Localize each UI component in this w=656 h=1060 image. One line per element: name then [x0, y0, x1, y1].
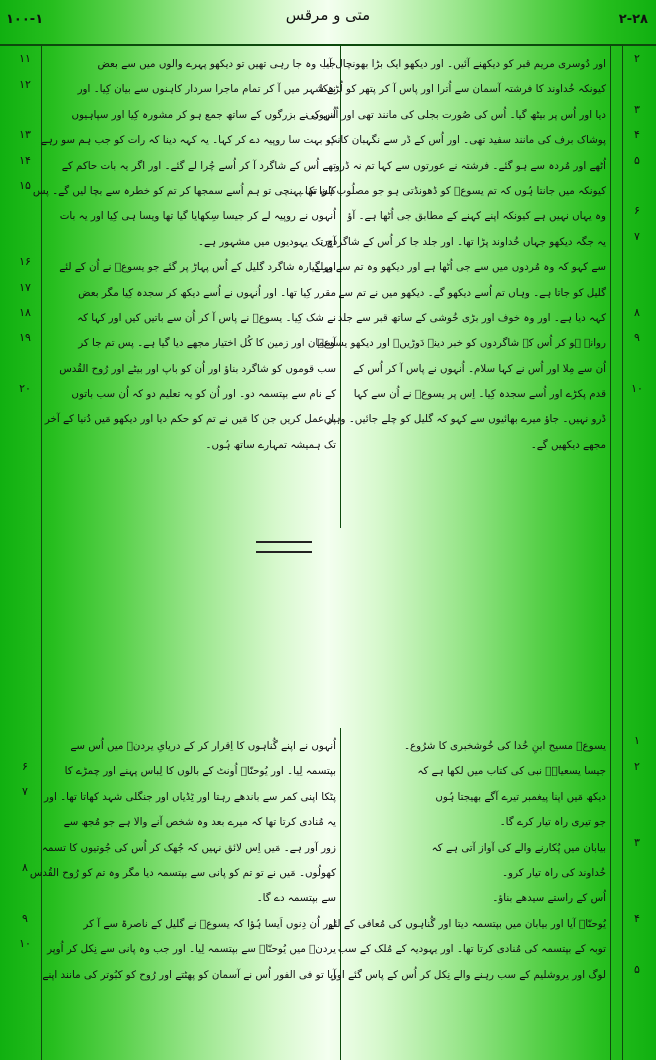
text-line: لوگ اور یروشلیم کے سب رہنے والے نِکل کر اُس کے پاس گئے اور: [331, 968, 606, 981]
verse-number: ۵: [634, 154, 640, 167]
verse-number: ۱۲: [19, 78, 31, 91]
verse-number: ۳: [634, 103, 640, 116]
text-line: قدم پکڑے اور اُسے سجدہ کِیا۔ اِس پر یسوعؔ نے اُن سے کہا: [353, 388, 606, 401]
header-rule: [0, 44, 656, 46]
text-line: یُوحنّاؔ آیا اور بیابان میں بپتسمہ دیتا اور گُناہوں کی مُعافی کے لئے: [328, 917, 606, 930]
text-line: پر عمل کریں جن کا مَیں نے تم کو حکم دیا اور دیکھو مَیں دُنیا کے آخر: [44, 413, 336, 426]
text-line: سب قوموں کو شاگرد بناؤ اور اُن کو باپ اور بیٹے اور رُوح القُدس: [59, 362, 336, 375]
verse-number: ۷: [22, 785, 28, 798]
verse-number: ۱: [634, 734, 640, 747]
text-line: سے بپتسمہ دے گا۔: [256, 892, 336, 905]
text-line: اور گیارہ شاگرد گلیل کے اُس پہاڑ پر گئے جو یسوعؔ نے اُن کے لئے: [59, 261, 336, 274]
text-line: ڈرو نہیں۔ جاؤ میرے بھائیوں سے کہو کہ گلیل کو چلے جائیں۔ وہاں: [323, 413, 606, 426]
text-line: اور دُوسری مریم قبر کو دیکھنے آئیں۔ اور دیکھو ایک بڑا بھونچال آیا: [323, 58, 606, 70]
text-line: دیکھ مَیں اپنا پیغمبر تیرے آگے بھیجتا ہُوں: [435, 790, 606, 803]
text-line: اُنہوں نے بزرگوں کے ساتھ جمع ہو کر مشورہ کِیا اور سپاہیوں: [71, 108, 336, 121]
text-line: کو بہت سا روپیہ دے کر کہا۔ یہ کہہ دینا کہ رات کو جب ہم سو رہے: [40, 134, 336, 147]
text-line: اُٹھے اور مُردہ سے ہو گئے۔ فرشتہ نے عورتوں سے کہا تم نہ ڈرو: [334, 159, 606, 172]
text-line: آیا تو فی الفور اُس نے آسمان کو پھٹتے اور رُوح کو کبُوتر کی مانند اپنے: [42, 968, 336, 981]
verse-number: ۱۳: [19, 128, 31, 141]
verse-number: ۱۶: [19, 255, 31, 268]
text-line: تک ہمیشہ تمہارے ساتھ ہُوں۔: [205, 438, 336, 451]
text-line: سے کہو کہ وہ مُردوں میں سے جی اُٹھا ہے اور دیکھو وہ تم سے پہلے: [314, 261, 606, 274]
verse-number: ۳: [634, 836, 640, 849]
text-line: یہ مُنادی کرتا تھا کہ میرے بعد وہ شخص آنے والا ہے جو مُجھ سے: [63, 816, 336, 829]
text-line: دیا اور اُس پر بیٹھ گیا۔ اُس کی صُورت بجلی کی مانند تھی اور اُس کی: [306, 108, 606, 121]
verse-number: ۱۵: [19, 179, 31, 192]
verse-number: ۲: [634, 760, 640, 773]
verse-number: ۱۱: [19, 52, 31, 65]
verse-number: ۶: [634, 204, 640, 217]
text-line: کان تک پہنچی تو ہم اُسے سمجھا کر تم کو خطرہ سے بچا لیں گے۔ پس: [32, 184, 336, 197]
center-rule-lower: [340, 728, 341, 1060]
text-line: اُن سے مِلا اور اُس نے کہا سلام۔ اُنہوں نے پاس آ کر اُس کے: [353, 362, 606, 375]
verse-number: ۶: [22, 760, 28, 773]
verse-number: ۸: [634, 306, 640, 319]
verse-number: ۲: [634, 52, 640, 65]
text-line: مقرر کِیا تھا۔ اور اُنہوں نے اُسے دیکھ کر سجدہ کِیا مگر بعض: [78, 286, 336, 299]
text-line: گلیل کو جاتا ہے۔ وہاں تم اُسے دیکھو گے۔ دیکھو میں نے تم سے: [338, 286, 606, 299]
text-line: اُنہوں نے روپیہ لے کر جیسا سِکھایا گیا تھا ویسا ہی کِیا اور یہ بات: [59, 210, 336, 223]
text-line: جو تیری راہ تیار کرے گا۔: [499, 816, 606, 829]
verse-number: ۹: [22, 912, 28, 925]
verse-number: ۹: [634, 331, 640, 344]
text-line: پٹکا اپنی کمر سے باندھے رہتا اور ٹِڈیاں اور جنگلی شہد کھاتا تھا۔ اور: [44, 790, 336, 803]
text-line: زور آور ہے۔ مَیں اِس لائق نہیں کہ جُھک کر اُس کی جُوتیوں کا تسمہ: [41, 841, 336, 854]
text-line: اُنہوں نے اپنے گُناہوں کا اِقرار کر کے دریایِ یردنؔ میں اُس سے: [70, 740, 336, 752]
text-line: بیابان میں پُکارنے والے کی آواز آتی ہے کہ: [431, 841, 606, 854]
lower-left-column: [29, 734, 336, 988]
upper-left-column: [32, 52, 336, 458]
inner-right-rule: [610, 44, 611, 1060]
verse-number: ۲۰: [19, 382, 31, 395]
text-line: آسمان اور زمین کا کُل اختیار مجھے دیا گیا ہے۔ پس تم جا کر: [78, 337, 336, 350]
text-line: جیسا یسعیاہؔ نبی کی کتاب میں لکھا ہے کہ: [417, 765, 606, 778]
verse-number: ۵: [634, 963, 640, 976]
text-line: کیونکہ خُداوند کا فرشتہ آسمان سے اُترا اور پاس آ کر پتھر کو لُڑھکا: [319, 83, 606, 96]
text-line: نے شہر میں آ کر تمام ماجرا سردار کاہنوں سے بیان کِیا۔ اور: [77, 83, 336, 96]
text-line: خُداوند کی راہ تیار کرو۔: [502, 866, 606, 879]
text-line: تھے اُس کے شاگرد آ کر اُسے چُرا لے گئے۔ اور اگر یہ بات حاکم کے: [61, 159, 336, 172]
text-line: توبہ کے بپتسمہ کی مُنادی کرتا تھا۔ اور یہودیہ کے مُلک کے سب: [337, 943, 606, 956]
verse-number: ۱۰: [631, 382, 643, 395]
text-line: کے نام سے بپتسمہ دو۔ اور اُن کو یہ تعلیم دو کہ اُن سب باتوں: [71, 388, 336, 401]
verse-number: ۱۸: [19, 306, 31, 319]
verse-number: ۸: [22, 861, 28, 874]
verse-number: ۴: [634, 912, 640, 925]
outer-right-rule: [622, 44, 623, 1060]
text-line: کیونکہ میں جانتا ہُوں کہ تم یسوعؔ کو ڈھونڈتی ہو جو مصلُوب ہُوا تھا۔: [299, 184, 606, 197]
text-line: اُس کے راستے سیدھے بناؤ۔: [492, 892, 606, 905]
lower-right-column: [328, 734, 606, 988]
text-line: کہہ دیا ہے۔ اور وہ خوف اور بڑی خُوشی کے ساتھ قبر سے جلد: [337, 311, 606, 324]
text-line: پوشاک برف کی مانند سفید تھی۔ اور اُس کے ڈر سے نگہبان کانپ: [327, 134, 606, 147]
text-line: یردنؔ میں یُوحنّاؔ سے بپتسمہ لِیا۔ اور جب وہ پانی سے نِکل کر اُوپر: [47, 943, 336, 956]
verse-number: ۱۹: [19, 331, 31, 344]
page-title: متی و مرقس: [285, 6, 371, 24]
text-line: نے شک کِیا۔ یسوعؔ نے پاس آ کر اُن سے باتیں کیں اور کہا کہ: [77, 311, 336, 324]
text-line: کھولُوں۔ مَیں نے تو تم کو پانی سے بپتسمہ دیا مگر وہ تم کو رُوح القُدس: [29, 866, 336, 879]
verse-number: ۱۰: [19, 937, 31, 950]
section-separator: [256, 541, 312, 553]
verse-number: ۷: [634, 230, 640, 243]
page-number-left: ۱۰۰-۱: [6, 12, 44, 27]
page-number-right: ۲-۲۸: [618, 12, 648, 27]
text-line: یہ جگہ دیکھو جہاں خُداوند پڑا تھا۔ اور جلد جا کر اُس کے شاگردوں: [320, 235, 606, 248]
text-line: بپتسمہ لِیا۔ اور یُوحنّاؔ اُونٹ کے بالوں کا لِباس پہنے اور چمڑے کا: [64, 765, 336, 778]
text-line: یسوعؔ مسیح ابنِ خُدا کی خُوشخبری کا شرُوع۔: [403, 740, 606, 752]
page-header: [0, 0, 656, 44]
upper-right-column: [299, 52, 606, 458]
verse-number: ۱۷: [19, 281, 31, 294]
text-line: مجھے دیکھیں گے۔: [530, 438, 606, 451]
text-line: آج تک یہودیوں میں مشہور ہے۔: [197, 235, 336, 248]
text-line: روانہ ہو کر اُس کے شاگردوں کو خبر دینے دَوڑیں۔ اور دیکھو یسوعؔ: [317, 337, 606, 350]
text-line: وہ یہاں نہیں ہے کیونکہ اپنے کہنے کے مطابق جی اُٹھا ہے۔ آؤ: [347, 210, 606, 223]
text-line: جب وہ جا رہی تھیں تو دیکھو پہرے والوں میں سے بعض: [97, 58, 336, 70]
verse-number: ۱۴: [19, 154, 31, 167]
text-line: اور اُن دِنوں اَیسا ہُؤا کہ یسوعؔ نے گلیل کے ناصرۃ سے آ کر: [83, 917, 336, 930]
verse-number: ۴: [634, 128, 640, 141]
